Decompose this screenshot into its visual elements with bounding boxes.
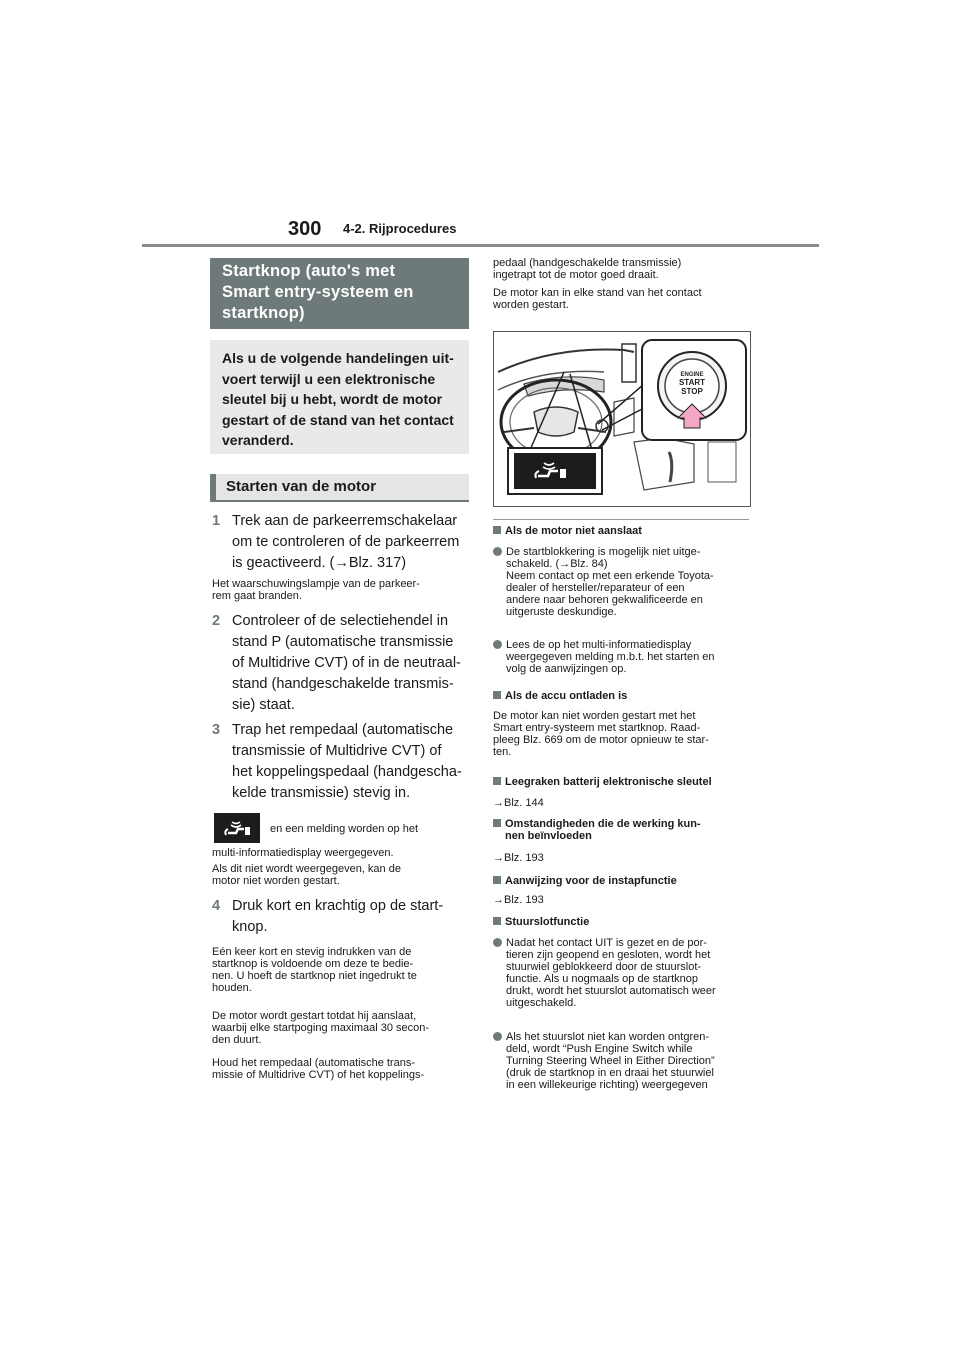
subheading (210, 474, 469, 502)
note-line: houden. (212, 982, 252, 994)
text-line: Nadat het contact UIT is gezet en de por- (506, 937, 707, 949)
square-bullet-icon (493, 876, 501, 884)
text-line: (druk de startknop in en draai het stuurwiel (506, 1067, 714, 1079)
square-bullet-icon (493, 777, 501, 785)
step-number: 4 (212, 898, 221, 914)
square-bullet-icon (493, 819, 501, 827)
intro-line: voert terwijl u een elektronische (222, 370, 436, 387)
bullet-read-message (493, 639, 751, 675)
note-display (212, 847, 470, 887)
note-line: De motor wordt gestart totdat hij aanslaat, (212, 1010, 417, 1022)
note-line: motor niet worden gestart. (212, 875, 340, 887)
intro-line: Als u de volgende handelingen uit- (222, 350, 454, 366)
page-number: 300 (288, 218, 322, 240)
square-bullet-icon (493, 526, 501, 534)
note-line: nen. U hoeft de startknop niet ingedrukt te (212, 970, 417, 982)
note-hold-pedal (212, 1057, 470, 1081)
heading-entry-function (493, 875, 751, 887)
note-line: Het waarschuwingslampje van de parkeer- (212, 578, 420, 590)
text-line: De startblokkering is mogelijk niet uitge- (506, 546, 701, 558)
title-line: Smart entry-systeem en (222, 283, 414, 301)
intro-line: gestart of de stand van het contact (222, 411, 454, 428)
section-title: 4-2. Rijprocedures (343, 221, 457, 236)
step-line: sie) staat. (232, 697, 295, 713)
step-line: Trek aan de parkeerremschakelaar (232, 513, 458, 529)
step-number: 1 (212, 513, 221, 529)
text-line: andere naar behoren gekwalificeerde en (506, 594, 703, 606)
heading-battery (493, 690, 751, 702)
text-line: volg de aanwijzingen op. (506, 663, 627, 675)
step-line: kelde transmissie) stevig in. (232, 785, 411, 801)
continued-text (493, 257, 751, 311)
text-line: deld, wordt “Push Engine Switch while (506, 1043, 693, 1055)
text-line: pleeg Blz. 669 om de motor opnieuw te star- (493, 734, 709, 746)
note-line: multi-informatiedisplay weergegeven. (212, 847, 394, 859)
text-line: Turning Steering Wheel in Either Direction” (506, 1055, 715, 1067)
note-line: den duurt. (212, 1034, 262, 1046)
bullet-immobilizer (493, 546, 751, 618)
dashboard-illustration (493, 331, 751, 507)
note-line: missie of Multidrive CVT) of het koppelings- (212, 1069, 425, 1081)
page-reference[interactable]: →Blz. 193 (493, 852, 544, 864)
note-start-duration (212, 1010, 470, 1046)
header-rule (142, 244, 819, 247)
note-parking-brake (212, 578, 470, 602)
square-bullet-icon (493, 917, 501, 925)
step-2 (212, 611, 470, 716)
step-line: om te controleren of de parkeerrem (232, 534, 460, 550)
battery-text (493, 710, 751, 758)
note-line: startknop is voldoende om deze te bedie- (212, 958, 414, 970)
text-line: in een willekeurige richting) weergegeven (506, 1079, 708, 1091)
text-line: De motor kan in elke stand van het contact (493, 287, 702, 299)
text-line: uitgeruste deskundige. (506, 606, 617, 618)
text-line: Als het stuurslot niet kan worden ontgren- (506, 1031, 710, 1043)
text-line: uitgeschakeld. (506, 997, 577, 1009)
round-bullet-icon (493, 640, 502, 649)
step-line: transmissie of Multidrive CVT) of (232, 743, 442, 759)
text-line: worden gestart. (493, 299, 569, 311)
engine-start-indicator-icon (214, 813, 260, 843)
step-line: stand (handgeschakelde transmis- (232, 676, 454, 692)
round-bullet-icon (493, 547, 502, 556)
text-line: Smart entry-systeem met startknop. Raad- (493, 722, 701, 734)
title-line: Startknop (auto's met (222, 262, 396, 280)
text-line: dealer of hersteller/reparateur of een (506, 582, 685, 594)
step-line: stand P (automatische transmissie (232, 634, 454, 650)
heading-text: Leegraken batterij elektronische sleutel (505, 776, 712, 788)
heading-key-battery (493, 776, 751, 788)
note-line: Houd het rempedaal (automatische trans- (212, 1057, 415, 1069)
step-4 (212, 896, 470, 938)
step-line: Controleer of de selectiehendel in (232, 613, 449, 629)
step-line: Druk kort en krachtig op de start- (232, 898, 444, 914)
note-line: Eén keer kort en stevig indrukken van de (212, 946, 412, 958)
text-line: Lees de op het multi-informatiedisplay (506, 639, 692, 651)
round-bullet-icon (493, 1032, 502, 1041)
step-line: of Multidrive CVT) of in de neutraal- (232, 655, 461, 671)
button-label-engine: ENGINE (680, 372, 704, 378)
heading-steering-lock (493, 916, 751, 928)
note-line: Als dit niet wordt weergegeven, kan de (212, 863, 401, 875)
heading-text: Als de accu ontladen is (505, 690, 628, 702)
text-line: stuurwiel geblokkeerd door de stuurslot- (506, 961, 702, 973)
step-line: Trap het rempedaal (automatische (232, 722, 454, 738)
title-line: startknop) (222, 304, 305, 322)
step-line: knop. (232, 919, 268, 935)
intro-line: veranderd. (222, 432, 294, 448)
button-label-start: START (678, 378, 706, 387)
heading-not-starting (493, 525, 751, 537)
step-3 (212, 720, 470, 804)
heading-text: Stuurslotfunctie (505, 916, 590, 928)
note-line: rem gaat branden. (212, 590, 302, 602)
step-1 (212, 511, 470, 574)
heading-text: Aanwijzing voor de instapfunctie (505, 875, 677, 887)
page-reference[interactable]: →Blz. 144 (493, 797, 544, 809)
heading-text: Omstandigheden die de werking kun- (505, 818, 701, 830)
square-bullet-icon (493, 691, 501, 699)
note-press (212, 946, 470, 994)
button-label-stop: STOP (681, 387, 703, 396)
text-line: weergegeven melding m.b.t. het starten en (506, 651, 715, 663)
text-line: De motor kan niet worden gestart met het (493, 710, 696, 722)
text-line: pedaal (handgeschakelde transmissie) (493, 257, 682, 269)
step-line: is geactiveerd. (→Blz. 317) (232, 555, 407, 571)
page-reference[interactable]: →Blz. 193 (493, 894, 544, 906)
intro-line: sleutel bij u hebt, wordt de motor (222, 391, 443, 407)
bullet-steering-lock (493, 937, 751, 1009)
heading-circumstances (493, 818, 751, 842)
text-line: schakeld. (→Blz. 84) (506, 558, 608, 570)
heading-text: Als de motor niet aanslaat (505, 525, 642, 537)
subheading-text: Starten van de motor (226, 478, 377, 495)
note-line: waarbij elke startpoging maximaal 30 secon- (212, 1022, 430, 1034)
bullet-steering-unlock (493, 1031, 751, 1091)
text-line: Neem contact op met een erkende Toyota- (506, 570, 714, 582)
subheading-bar (210, 474, 216, 500)
text-line: functie. Als u nogmaals op de startknop (506, 973, 699, 985)
icon-note: en een melding worden op het (270, 823, 418, 835)
section-rule (493, 519, 749, 520)
heading-text: nen beïnvloeden (505, 830, 592, 842)
text-line: ingetrapt tot de motor goed draait. (493, 269, 659, 281)
text-line: drukt, wordt het stuurslot automatisch weer (506, 985, 716, 997)
section-title-box (210, 258, 469, 329)
intro-box (210, 340, 469, 454)
round-bullet-icon (493, 938, 502, 947)
text-line: ten. (493, 746, 512, 758)
dashboard-drawing (494, 332, 750, 506)
step-line: het koppelingspedaal (handgescha- (232, 764, 462, 780)
step-number: 2 (212, 613, 221, 629)
step-number: 3 (212, 722, 221, 738)
text-line: tieren zijn geopend en gesloten, wordt het (506, 949, 711, 961)
